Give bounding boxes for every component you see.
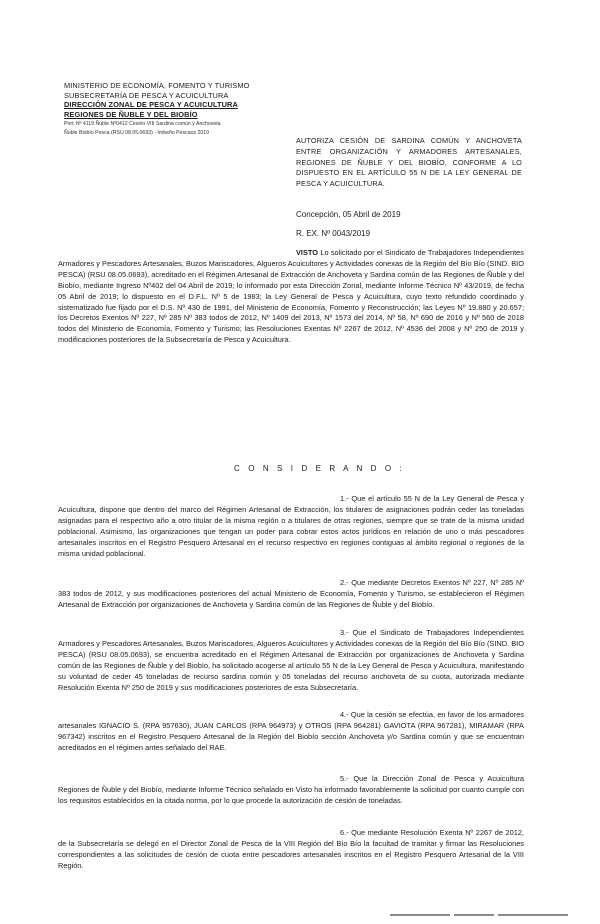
visto-paragraph [58, 248, 524, 346]
considerando-1 [58, 494, 524, 559]
letterhead [64, 81, 324, 137]
considerando-6 [58, 828, 524, 872]
considerando-2 [58, 578, 524, 611]
resolution-date: Concepción, 05 Abril de 2019 [296, 210, 401, 219]
considerando-1-first: 1.- Que el artículo 55 N de la Ley General de Pesca y [340, 494, 524, 503]
considerando-2-body: 383 todos de 2012, y sus modificaciones posteriores del actual Ministerio de Economía, Fomento y Turismo, se establecieron el Régimen Artesanal de Extracción por organizaciones de Anchoveta y Sardina común de las Regiones de Ñuble y del Biobío. [58, 588, 524, 609]
considerando-3 [58, 628, 524, 693]
footer-mark [454, 914, 494, 916]
visto-first-line: Lo solicitado por el Sindicato de Trabajadores [320, 248, 472, 257]
considerando-5-body: Regiones de Ñuble y del Biobío, mediante Informe Técnico señalado en Visto ha informado favorablemente la solicitud por cuanto cumple con los requisitos establecidos en la citada norma, por lo que procede la autorización de cesión de toneladas. [58, 784, 524, 805]
header-directorate: DIRECCIÓN ZONAL DE PESCA Y ACUICULTURA [64, 100, 238, 110]
header-reference-line: Pint: Nº 4119 Ñuble Nº0412 Cesión VIII Sardina común y Anchoveta [64, 121, 221, 128]
considerando-4 [58, 710, 524, 754]
resolution-number: R. EX. Nº 0043/2019 [296, 229, 371, 238]
header-reference-line-2: Ñuble Biobío Pesca (RSU 08.05.0693) - Imbeño Pescaos 2019 [64, 130, 210, 137]
footer-mark [390, 914, 450, 916]
resolution-subject: AUTORIZA CESIÓN DE SARDINA COMÚN Y ANCHOVETA ENTRE ORGANIZACIÓN Y ARMADORES ARTESANALES, REGIONES DE ÑUBLE Y DEL BIOBÍO, CONFORME A LO DISPUESTO EN EL ARTÍCULO 55 N DE LA LEY GENERAL DE PESCA Y ACUICULTURA. [296, 136, 522, 189]
header-ministry: MINISTERIO DE ECONOMÍA, FOMENTO Y TURISMO [64, 81, 250, 90]
considerando-2-first: 2.- Que mediante Decretos Exentos Nº 227, Nº 285 Nº [340, 578, 524, 587]
visto-body: Independientes Armadores y Pescadores Artesanales, Buzos Mariscadores, Algueros Acuicultores y Actividades conexas de la Región del Bío Bío (SIND. BIO PESCA) (RSU 08.05.0693), acreditado en el Régimen Artesanal de Extracción de Anchoveta y Sardina común de las Regiones de Ñuble y del Biobío, mediante Ingreso Nº402 del 04 Abril de 2019; lo informado por esta Dirección Zonal, mediante Informe Técnico Nº 43/2019, de fecha 05 Abril de 2019; lo dispuesto en el D.F.L. Nº 5 de 1983; la Ley General de Pesca y Acuicultura, cuyo texto refundido coordinado y sistematizado fue fijado por el D.S. Nº 430 de 1991, del Ministerio de Economía, Fomento y Reconstrucción; las Leyes Nº 19.880 y 20.657; los Decretos Exentos Nº 227, Nº 285 Nº 383 todos de 2012, Nº 1409 del 2013, Nº 1573 del 2014, Nº 58, Nº 690 de 2016 y Nº 560 de 2018 todos del Ministerio de Economía, Fomento y Turismo; las Resoluciones Exentas Nº 2267 de 2012, Nº 4536 del 2008 y Nº 250 de 2019 y modificaciones posteriores de la Subsecretaría de Pesca y Acuicultura. [58, 248, 524, 345]
considerando-3-body: Armadores y Pescadores Artesanales, Buzos Mariscadores, Algueros Acuicultores y Actividades conexas de la Región del Bío Bío (SIND. BIO PESCA) (RSU 08.05.0693), se encuentra acreditado en el Régimen Artesanal de Extracción por organizaciones de Anchoveta y Sardina común de las Regiones de Ñuble y del Biobío, ha solicitado acogerse al artículo 55 N de la Ley General de Pesca y Acuicultura, manifestando su voluntad de ceder 45 toneladas de recurso sardina común y 05 toneladas del recurso anchoveta de su cuota, autorizada mediante Resolución Exenta Nº 250 de 2019 y sus modificaciones posteriores de esta Subsecretaría. [58, 638, 524, 692]
considerando-3-first: 3.- Que el Sindicato de Trabajadores Independientes [340, 628, 524, 637]
visto-keyword: VISTO [296, 248, 319, 257]
considerando-heading: C O N S I D E R A N D O : [234, 464, 405, 473]
considerando-6-first: 6.- Que mediante Resolución Exenta Nº 2267 de 2012, [340, 828, 524, 837]
considerando-5-first: 5.- Que la Dirección Zonal de Pesca y Acuicultura [340, 774, 524, 783]
header-regions: REGIONES DE ÑUBLE Y DEL BIOBÍO [64, 109, 198, 119]
considerando-1-body: Acuicultura, dispone que dentro del marco del Régimen Artesanal de Extracción, los titulares de asignaciones podrán ceder las toneladas asignadas para el respectivo año a otro titular de la misma región o a titulares de otras regiones, siempre que se trate de la misma unidad poblacional. Asimismo, las organizaciones que tengan un poder para cobrar estos actos jurídicos en relación de uno o más pescadores artesanales inscritos en el Registro Pesquero Artesanal en el recurso respectivo en regiones contiguas al ámbito regional o regiones de la misma unidad poblacional. [58, 504, 524, 558]
footer-mark [498, 914, 568, 916]
considerando-6-body: de la Subsecretaría se delegó en el Director Zonal de Pesca de la VIII Región del Bío Bío la facultad de tramitar y firmar las Resoluciones correspondientes a las solicitudes de cesión de cuota entre pescadores artesanales inscritos en el Registro Pesquero Artesanal de la VIII Región. [58, 838, 524, 870]
considerando-4-first: 4.- Que la cesión se efectúa, en favor de los [340, 710, 487, 719]
considerando-5 [58, 774, 524, 807]
header-subsecretariat: SUBSECRETARÍA DE PESCA Y ACUICULTURA [64, 90, 229, 100]
footer-marks [390, 906, 580, 910]
considerando-4-body: armadores artesanales IGNACIO S. (RPA 957630), JUAN CARLOS (RPA 964973) y OTROS (RPA 964281) GAVIOTA (RPA 967281), MIRAMAR (RPA 967342) inscritos en el Registro Pesquero Artesanal de la Región del Biobío sección Anchoveta y/o Sardina común y que se encuentran acreditados en el régimen antes señalado del RAE. [58, 710, 524, 752]
